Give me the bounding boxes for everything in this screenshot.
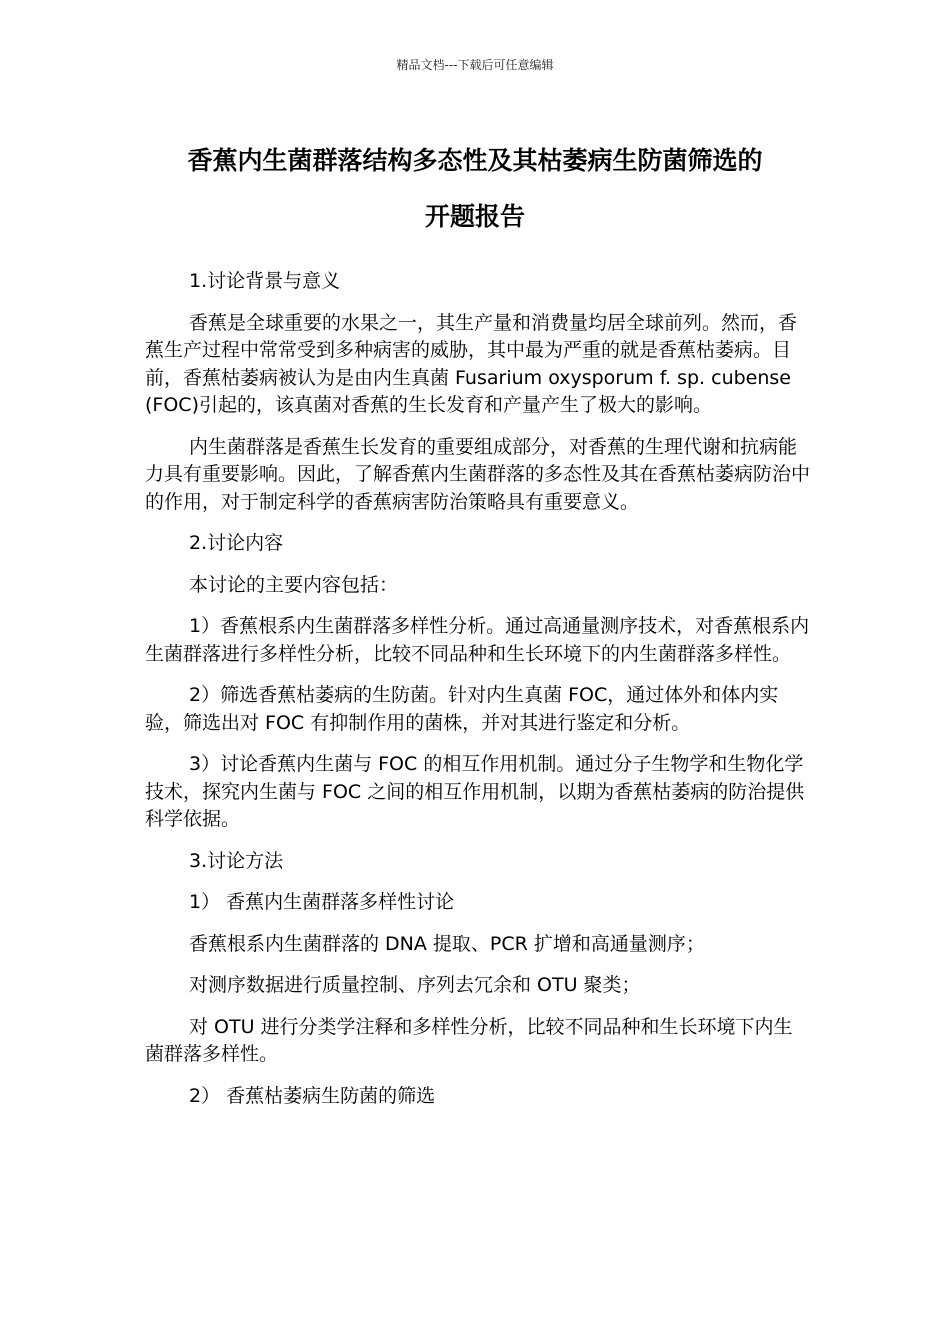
paragraph-background-2: 内生菌群落是香蕉生长发育的重要组成部分，对香蕉的生理代谢和抗病能力具有重要影响。因此，了解香蕉内生菌群落的多态性及其在香蕉枯萎病防治中的作用，对于制定科学的香蕉病害防治策略具有重要意义。 — [145, 435, 811, 513]
subheading-method-2: 2） 香蕉枯萎病生防菌的筛选 — [189, 1084, 436, 1107]
page-title — [120, 133, 830, 245]
section-heading-background: 1.讨论背景与意义 — [189, 270, 341, 292]
header-note: 精品文档---下载后可任意编辑 — [396, 58, 554, 72]
document-body — [145, 268, 810, 1124]
subheading-method-1: 1） 香蕉内生菌群落多样性讨论 — [189, 891, 455, 913]
title-line-2: 开题报告 — [424, 202, 525, 231]
section-heading-methods: 3.讨论方法 — [189, 849, 284, 872]
paragraph-method-1b: 对测序数据进行质量控制、序列去冗余和 OTU 聚类； — [189, 974, 641, 996]
paragraph-content-item-2: 2）筛选香蕉枯萎病的生防菌。针对内生真菌 FOC，通过体外和体内实验，筛选出对 FOC 有抑制作用的菌株，并对其进行鉴定和分析。 — [145, 684, 779, 734]
paragraph-method-1a: 香蕉根系内生菌群落的 DNA 提取、PCR 扩增和高通量测序； — [189, 932, 705, 955]
paragraph-background-1: 香蕉是全球重要的水果之一，其生产量和消费量均居全球前列。然而，香蕉生产过程中常常受到多种病害的威胁，其中最为严重的就是香蕉枯萎病。目前，香蕉枯萎病被认为是由内生真菌 Fusarium oxysporum f. sp. cubense (FOC)引起的，该真菌对香蕉的生长发育和产量产生了极大的影响。 — [145, 311, 798, 416]
section-heading-content: 2.讨论内容 — [189, 532, 284, 554]
paragraph-content-item-1: 1）香蕉根系内生菌群落多样性分析。通过高通量测序技术，对香蕉根系内生菌群落进行多样性分析，比较不同品种和生长环境下的内生菌群落多样性。 — [145, 615, 810, 665]
paragraph-content-intro: 本讨论的主要内容包括： — [189, 573, 399, 596]
paragraph-content-item-3: 3）讨论香蕉内生菌与 FOC 的相互作用机制。通过分子生物学和生物化学技术，探究内生菌与 FOC 之间的相互作用机制，以期为香蕉枯萎病的防治提供科学依据。 — [145, 753, 805, 830]
paragraph-method-1c: 对 OTU 进行分类学注释和多样性分析，比较不同品种和生长环境下内生菌群落多样性。 — [145, 1015, 793, 1065]
title-line-1: 香蕉内生菌群落结构多态性及其枯萎病生防菌筛选的 — [187, 146, 763, 175]
